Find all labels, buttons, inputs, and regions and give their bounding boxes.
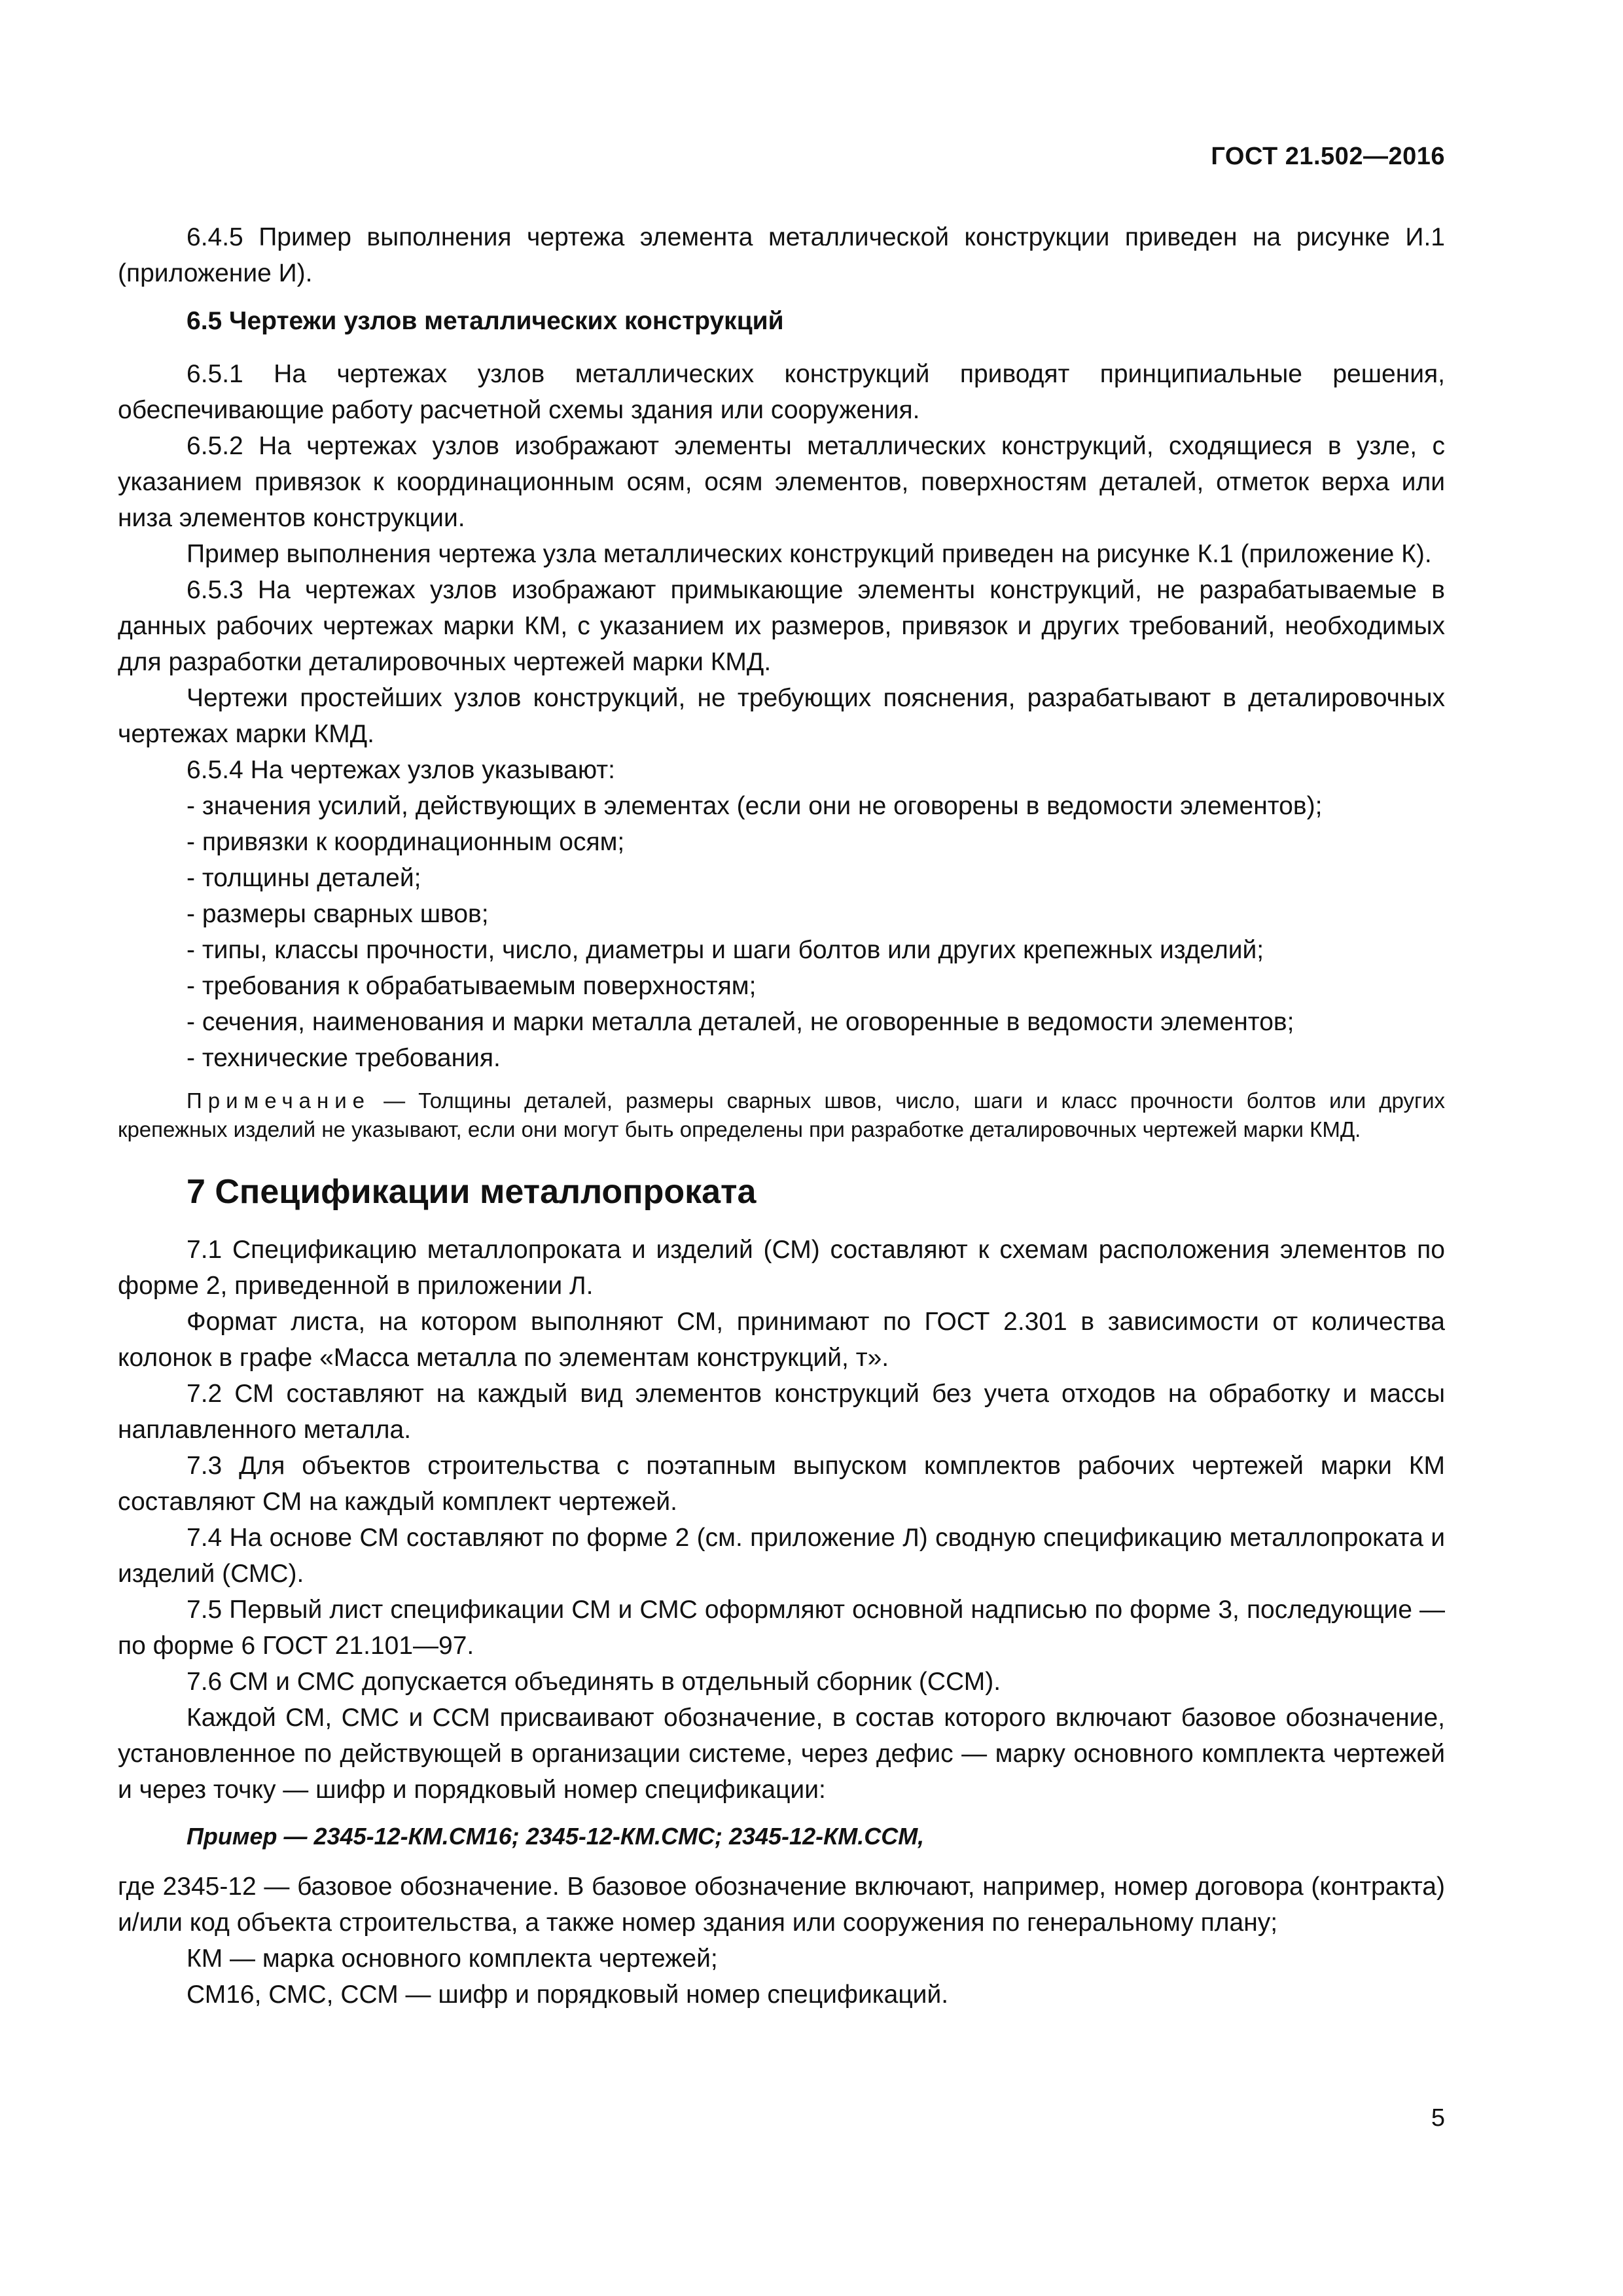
page-content <box>118 219 1445 2013</box>
paragraph-km: КМ — марка основного комплекта чертежей; <box>187 1945 718 1973</box>
list-item: - технические требования. <box>187 1044 501 1072</box>
paragraph-7-3: 7.3 Для объектов строительства с поэтапным выпуском комплектов рабочих чертежей марки КМ составляют СМ на каждый комплект чертежей. <box>118 1452 1445 1516</box>
paragraph-7-1: 7.1 Спецификацию металлопроката и изделий (СМ) составляют к схемам расположения элементов по форме 2, приведенной в приложении Л. <box>118 1236 1445 1300</box>
document-code: ГОСТ 21.502—2016 <box>1211 143 1445 170</box>
paragraph-6-5-2: 6.5.2 На чертежах узлов изображают элементы металлических конструкций, сходящиеся в узле, с указанием привязок к координационным осям, осям элементов, поверхностям деталей, отметок верха или низа элементов конструкции. <box>118 432 1445 532</box>
paragraph-7-2: 7.2 СМ составляют на каждый вид элементов конструкций без учета отходов на обработку и массы наплавленного металла. <box>118 1380 1445 1444</box>
paragraph-7-6: 7.6 СМ и СМС допускается объединять в отдельный сборник (ССМ). <box>187 1668 1001 1696</box>
paragraph-cm16: СМ16, СМС, ССМ — шифр и порядковый номер спецификаций. <box>187 1981 949 2009</box>
paragraph-6-5-3: 6.5.3 На чертежах узлов изображают примыкающие элементы конструкций, не разрабатываемые в данных рабочих чертежах марки КМ, с указанием их размеров, привязок и других требований, необходимых для разработки деталировочных чертежей марки КМД. <box>118 576 1445 676</box>
paragraph-6-4-5: 6.4.5 Пример выполнения чертежа элемента металлической конструкции приведен на рисунке И.1 (приложение И). <box>118 223 1445 287</box>
paragraph-6-5-2-example: Пример выполнения чертежа узла металлических конструкций приведен на рисунке К.1 (приложение К). <box>187 540 1432 568</box>
page-number: 5 <box>1431 2104 1445 2132</box>
list-item: - сечения, наименования и марки металла деталей, не оговоренные в ведомости элементов; <box>187 1008 1294 1036</box>
paragraph-where: где 2345-12 — базовое обозначение. В базовое обозначение включают, например, номер договора (контракта) и/или код объекта строительства, а также номер здания или сооружения по генеральному плану; <box>118 1873 1445 1937</box>
requirements-list <box>118 788 1445 1076</box>
section-7-title: 7 Спецификации металлопроката <box>187 1173 757 1211</box>
note <box>118 1086 1445 1144</box>
list-item: - размеры сварных швов; <box>187 900 489 928</box>
list-item: - привязки к координационным осям; <box>187 828 625 856</box>
note-label: Примечание <box>187 1088 371 1113</box>
paragraph-6-5-4: 6.5.4 На чертежах узлов указывают: <box>187 756 615 784</box>
list-item: - значения усилий, действующих в элементах (если они не оговорены в ведомости элементов); <box>187 792 1323 820</box>
designation-example: Пример — 2345-12-КМ.СМ16; 2345-12-КМ.СМС; 2345-12-КМ.ССМ, <box>187 1823 925 1850</box>
paragraph-7-5: 7.5 Первый лист спецификации СМ и СМС оформляют основной надписью по форме 3, последующие — по форме 6 ГОСТ 21.101—97. <box>118 1596 1445 1660</box>
list-item: - толщины деталей; <box>187 864 421 892</box>
paragraph-6-5-1: 6.5.1 На чертежах узлов металлических конструкций приводят принципиальные решения, обеспечивающие работу расчетной схемы здания или сооружения. <box>118 360 1445 424</box>
heading-6-5: 6.5 Чертежи узлов металлических конструкций <box>187 307 784 335</box>
paragraph-7-6-designation: Каждой СМ, СМС и ССМ присваивают обозначение, в состав которого включают базовое обозначение, установленное по действующей в организации системе, через дефис — марку основного комплекта чертежей и через точку — шифр и порядковый номер спецификации: <box>118 1704 1445 1804</box>
list-item: - типы, классы прочности, число, диаметры и шаги болтов или других крепежных изделий; <box>187 936 1264 964</box>
note-text: — Толщины деталей, размеры сварных швов, число, шаги и класс прочности болтов или других крепежных изделий не указывают, если они могут быть определены при разработке деталировочных чертежей марки КМД. <box>118 1088 1445 1141</box>
paragraph-7-4: 7.4 На основе СМ составляют по форме 2 (см. приложение Л) сводную спецификацию металлопроката и изделий (СМС). <box>118 1524 1445 1588</box>
paragraph-7-1-format: Формат листа, на котором выполняют СМ, принимают по ГОСТ 2.301 в зависимости от количества колонок в графе «Масса металла по элементам конструкций, т». <box>118 1308 1445 1372</box>
paragraph-6-5-3-note: Чертежи простейших узлов конструкций, не требующих пояснения, разрабатывают в деталировочных чертежах марки КМД. <box>118 684 1445 748</box>
list-item: - требования к обрабатываемым поверхностям; <box>187 972 757 1000</box>
